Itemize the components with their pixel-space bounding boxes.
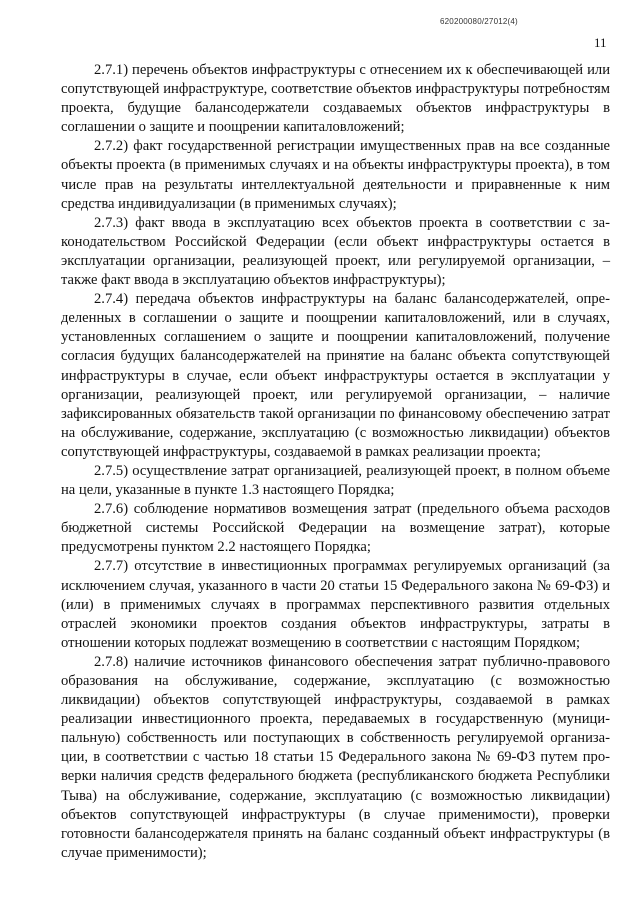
paragraph-2-7-6: 2.7.6) соблюдение нормативов возмещения затрат (предельного объема расходов бюджетной системы Российской Федерации на возмещение затрат), которые предусмотрены пунктом 2.2 настоящего Порядка; [61,501,610,556]
document-body [61,61,610,863]
paragraph-2-7-5: 2.7.5) осуществление затрат организацией, реализующей проект, в полном объеме на цели, указанные в пункте 1.3 настоящего Порядка; [61,462,610,499]
paragraph-2-7-3: 2.7.3) факт ввода в эксплуатацию всех объектов проекта в соответствии с законодательством Российской Федерации (если объект инфраструктуры остается в эксплуатации организации, реализующей проект, или регулируемой организации, – также факт ввода в эксплуатацию объектов инфраструктуры); [61,214,610,289]
paragraph-2-7-8: 2.7.8) наличие источников финансового обеспечения затрат публично-правового образования на обслуживание, содержание, эксплуатацию (с возможностью ликвидации) объектов сопутствующей инфраструктуры, создаваемой в рамках реализации инвестиционного проекта, передаваемых в государственную (муниципальную) собственность или поступающих в собственность регулируемой организации, в соответствии с частью 18 статьи 15 Федерального закона № 69-ФЗ путем проверки наличия средств федерального бюджета (республиканского бюджета Республики Тыва) на обслуживание, содержание, эксплуатацию (с возможностью ликвидации) объектов сопутствующей инфраструктуры (в случае применимости), проверки готовности балансодержателя принять на баланс созданный объект инфраструктуры (в случае применимости); [61,653,610,861]
paragraph-2-7-7: 2.7.7) отсутствие в инвестиционных программах регулируемых организаций (за исключением случая, указанного в части 20 статьи 15 Федерального закона № 69-ФЗ) и (или) в применимых случаях в программах перспективного развития отдельных отраслей экономики проектов создания объектов инфраструктуры, затраты в отношении которых подлежат возмещению в соответствии с настоящим Порядком; [61,558,610,651]
page-number: 11 [594,35,607,50]
paragraph-2-7-1: 2.7.1) перечень объектов инфраструктуры с отнесением их к обеспечивающей или сопутствующей инфраструктуре, соответствие объектов инфраструктуры потребностям проекта, будущие балансодержатели создаваемых объектов инфраструктуры в соглашении о защите и поощрении капиталовложений; [61,62,610,136]
document-code: 620200080/27012(4) [440,17,518,26]
paragraph-2-7-4: 2.7.4) передача объектов инфраструктуры на баланс балансодержателей, определенных в соглашении о защите и поощрении капиталовложений, или в случаях, установленных соглашением о защите и поощрении капиталовложений, получение согласия будущих балансодержателей на принятие на баланс объекта сопутствующей инфраструктуры в случае, если объект инфраструктуры остается в эксплуатации у организации, реализующей проект, или регулируемой организации, – наличие зафиксированных обязательств такой организации по финансовому обеспечению затрат на обслуживание, содержание, эксплуатацию (с возможностью ликвидации) объектов сопутствующей инфраструктуры, создаваемой в рамках реализации проекта; [61,291,610,460]
paragraph-2-7-2: 2.7.2) факт государственной регистрации имущественных прав на все созданные объекты проекта (в применимых случаях и на объекты инфраструктуры проекта), в том числе прав на результаты интеллектуальной деятельности и приравненные к ним средства индивидуализации (в применимых случаях); [61,138,610,212]
